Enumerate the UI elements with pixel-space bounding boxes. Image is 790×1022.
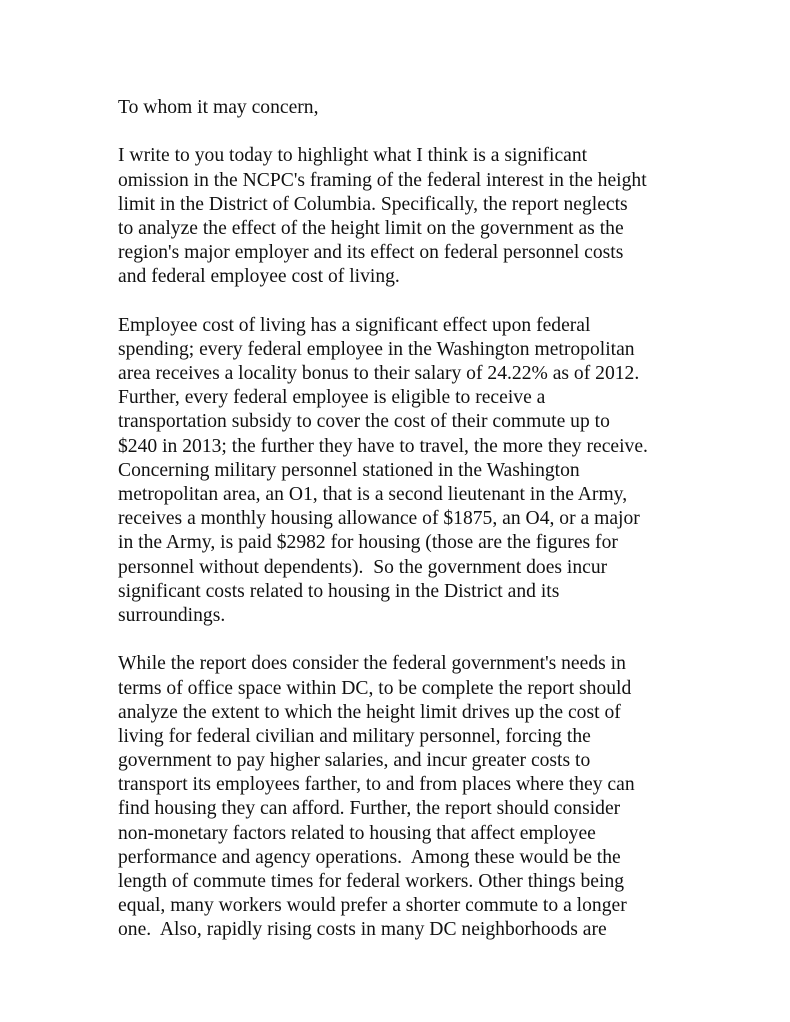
text-line: non-monetary factors related to housing that affect employee [118, 822, 596, 844]
text-line: Concerning military personnel stationed in the Washington [118, 459, 580, 481]
paragraph-2 [118, 314, 718, 628]
paragraph-gap [118, 290, 718, 314]
text-line: significant costs related to housing in the District and its [118, 580, 560, 602]
text-line: one. Also, rapidly rising costs in many DC neighborhoods are [118, 919, 607, 941]
text-line: in the Army, is paid $2982 for housing (those are the figures for [118, 532, 618, 554]
text-line: $240 in 2013; the further they have to travel, the more they receive. [118, 435, 648, 457]
text-line: terms of office space within DC, to be complete the report should [118, 677, 632, 699]
text-line: metropolitan area, an O1, that is a second lieutenant in the Army, [118, 484, 628, 505]
text-line: Further, every federal employee is eligible to receive a [118, 387, 546, 409]
paragraph-1 [118, 144, 718, 289]
paragraph-gap [118, 628, 718, 652]
text-line: analyze the extent to which the height limit drives up the cost of [118, 701, 621, 723]
text-line: I write to you today to highlight what I think is a significant [118, 145, 588, 167]
text-line: spending; every federal employee in the Washington metropolitan [118, 338, 635, 360]
letter-body [118, 96, 718, 943]
paragraph-3 [118, 652, 718, 942]
text-line: government to pay higher salaries, and incur greater costs to [118, 750, 591, 772]
text-line: While the report does consider the federal government's needs in [118, 653, 626, 675]
text-line: and federal employee cost of living. [118, 266, 400, 288]
text-line: omission in the NCPC's framing of the federal interest in the height [118, 169, 647, 191]
salutation: To whom it may concern, [118, 97, 319, 118]
text-line: transportation subsidy to cover the cost of their commute up to [118, 411, 610, 433]
text-line: performance and agency operations. Among these would be the [118, 846, 621, 868]
text-line: receives a monthly housing allowance of $1875, an O4, or a major [118, 508, 640, 530]
paragraph-gap [118, 120, 718, 144]
text-line: limit in the District of Columbia. Specifically, the report neglects [118, 193, 628, 215]
text-line: region's major employer and its effect on federal personnel costs [118, 242, 624, 264]
text-line: living for federal civilian and military personnel, forcing the [118, 725, 591, 747]
text-line: area receives a locality bonus to their salary of 24.22% as of 2012. [118, 363, 640, 385]
text-line: surroundings. [118, 604, 226, 626]
text-line: transport its employees farther, to and from places where they can [118, 774, 635, 796]
text-line: to analyze the effect of the height limit on the government as the [118, 217, 624, 239]
text-line: find housing they can afford. Further, the report should consider [118, 798, 621, 820]
text-line: Employee cost of living has a significant effect upon federal [118, 314, 591, 336]
text-line: equal, many workers would prefer a shorter commute to a longer [118, 895, 627, 917]
text-line: personnel without dependents). So the government does incur [118, 556, 608, 578]
text-line: length of commute times for federal workers. Other things being [118, 871, 625, 892]
